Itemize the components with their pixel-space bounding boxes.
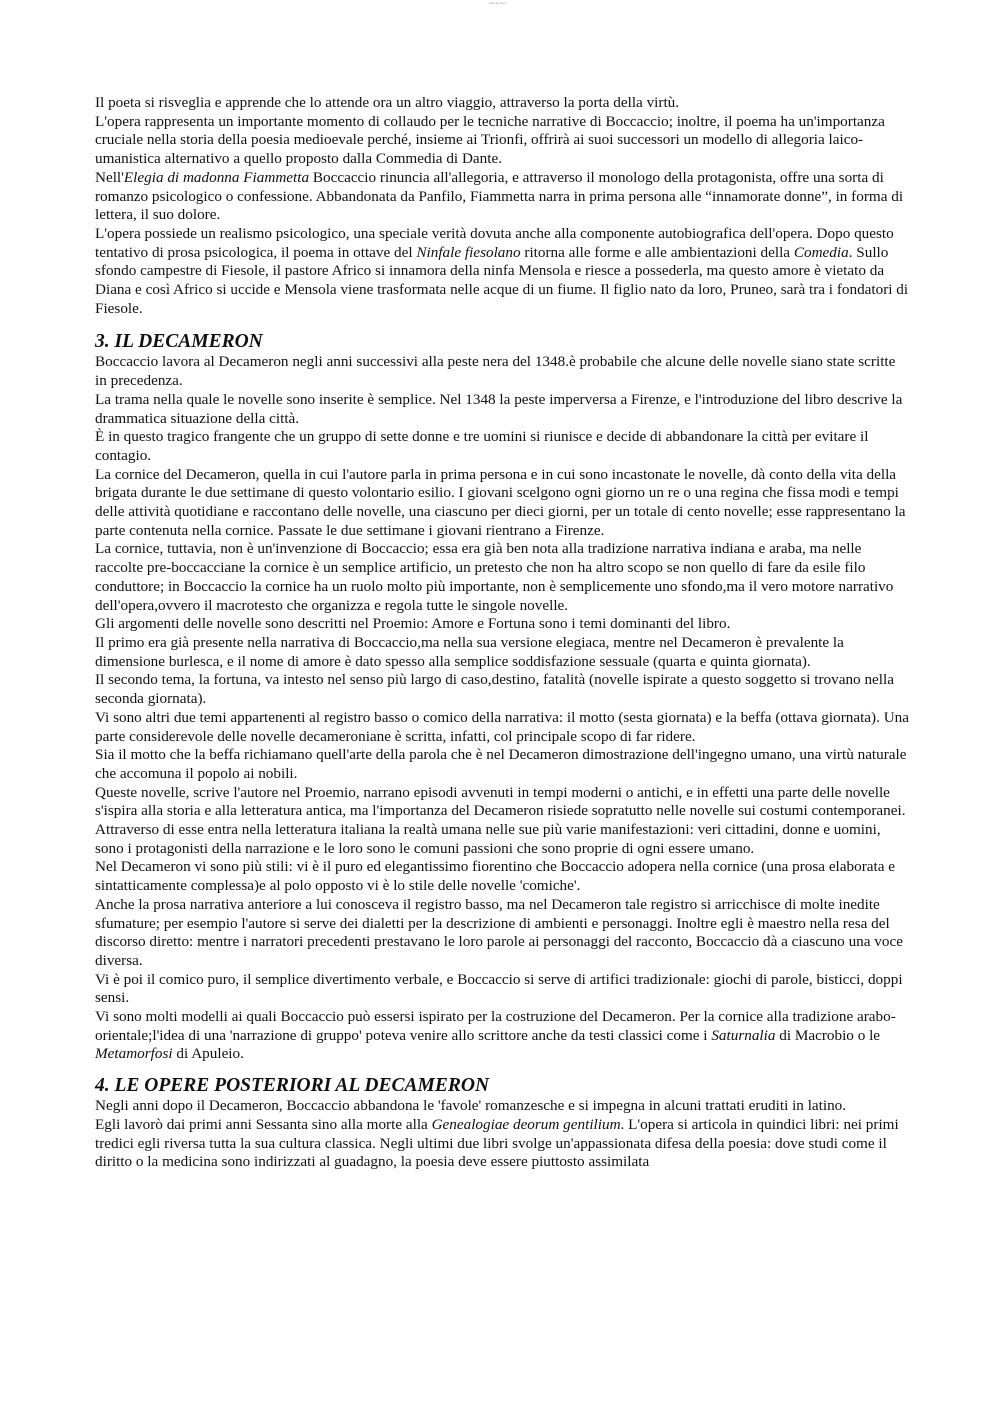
text-run: Il secondo tema, la fortuna, va intesto nel senso più largo di caso,destino, fatalità (novelle ispirate a questo soggetto si trovano nella seconda giornata). <box>95 671 894 708</box>
paragraph <box>95 94 910 113</box>
text-run: Egli lavorò dai primi anni Sessanta sino alla morte alla <box>95 1115 432 1133</box>
paragraph <box>95 169 910 225</box>
paragraph <box>95 428 910 465</box>
paragraph <box>95 671 910 708</box>
document-page <box>95 94 910 1172</box>
italic-title: Ninfale fiesolano <box>416 243 521 261</box>
text-run: Gli argomenti delle novelle sono descritti nel Proemio: Amore e Fortuna sono i temi dominanti del libro. <box>95 615 731 633</box>
paragraph <box>95 971 910 1008</box>
text-run: . L'opera si articola in quindici libri: nei primi tredici egli riversa tutta la sua cultura classica. Negli ultimi due libri svolge un'appassionata difesa della poesia: dove studi come il diritto o la medicina sono indirizzati al guadagno, la poesia deve essere piuttosto assimilata <box>95 1115 899 1171</box>
paragraph <box>95 896 910 971</box>
text-run: L'opera rappresenta un importante momento di collaudo per le tecniche narrative di Boccaccio; inoltre, il poema ha un'importanza cruciale nella storia della poesia medioevale perché, insieme ai Trionfi, offrirà ai suoi successori un modello di allegoria laico-umanistica alternativo a quello proposto dalla Commedia di Dante. <box>95 112 885 168</box>
text-run: La trama nella quale le novelle sono inserite è semplice. Nel 1348 la peste imperversa a Firenze, e l'introduzione del libro descrive la drammatica situazione della città. <box>95 390 903 427</box>
text-run: Boccaccio rinuncia all'allegoria, e attraverso il monologo della protagonista, offre una sorta di romanzo psicologico o confessione. Abbandonata da Panfilo, Fiammetta narra in prima persona alle “innamorate donne”, in forma di lettera, il suo dolore. <box>95 168 904 224</box>
text-run: Sia il motto che la beffa richiamano quell'arte della parola che è nel Decameron dimostrazione dell'ingegno umano, una virtù naturale che accomuna il popolo ai nobili. <box>95 746 907 782</box>
text-run: La cornice, tuttavia, non è un'invenzione di Boccaccio; essa era già ben nota alla tradizione narrativa indiana e araba, ma nelle raccolte pre-boccacciane la cornice è un semplice artificio, un pretesto che non ha altro scopo se non quello di fare da esile filo conduttore; in Boccaccio la cornice ha un ruolo molto più importante, non è semplicemente uno sfondo,ma il vero motore narrativo dell'opera,ovvero il macrotesto che organizza e regola tutte le singole novelle. <box>95 540 894 614</box>
paragraph <box>95 784 910 859</box>
italic-title: Genealogiae deorum gentilium <box>431 1115 621 1133</box>
paragraph <box>95 466 910 541</box>
paragraph <box>95 634 910 671</box>
text-run: Nell' <box>95 168 124 186</box>
paragraph <box>95 225 910 319</box>
paragraph <box>95 113 910 169</box>
paragraph <box>95 1097 910 1116</box>
paragraph <box>95 858 910 895</box>
text-run: ritorna alle forme e alle ambientazioni della <box>520 243 794 261</box>
text-run: Vi sono molti modelli ai quali Boccaccio può essersi ispirato per la costruzione del Decameron. Per la cornice alla tradizione arabo-orientale;l'idea di una 'narrazione di gruppo' poteva venire allo scrittore anche da testi classici come i <box>95 1008 896 1044</box>
text-run: Nel Decameron vi sono più stili: vi è il puro ed elegantissimo fiorentino che Boccaccio adopera nella cornice (una prosa elaborata e sintatticamente complessa)e al polo opposto vi è lo stile delle novelle 'comiche'. <box>95 858 895 895</box>
text-run: di Apuleio. <box>172 1045 244 1063</box>
text-run: L'opera possiede un realismo psicologico, una speciale verità dovuta anche alla componente autobiografica dell'opera. Dopo questo tentativo di prosa psicologica, il poema in ottave del <box>95 224 894 261</box>
text-run: Boccaccio lavora al Decameron negli anni successivi alla peste nera del 1348.è probabile che alcune delle novelle siano state scritte in precedenza. <box>95 353 896 390</box>
italic-title: Metamorfosi <box>95 1045 173 1063</box>
watermark: Scuola Zoom <box>489 1 507 5</box>
paragraph <box>95 1116 910 1172</box>
text-run: Il poeta si risveglia e apprende che lo attende ora un altro viaggio, attraverso la porta della virtù. <box>95 94 680 111</box>
text-run: 3. IL DECAMERON <box>95 331 263 353</box>
text-run: 4. LE OPERE POSTERIORI AL DECAMERON <box>95 1075 490 1097</box>
paragraph <box>95 353 910 390</box>
text-run: Queste novelle, scrive l'autore nel Proemio, narrano episodi avvenuti in tempi moderni o antichi, e in effetti una parte delle novelle s'ispira alla storia e alla letteratura antica, ma l'importanza del Decameron risiede sopratutto nelle novelle sui costumi contemporanei. Attraverso di esse entra nella letteratura italiana la realtà umana nelle sue più varie manifestazioni: veri cittadini, donne e uomini, sono i protagonisti della narrazione e le loro sono le comuni passioni che sono proprie di ogni essere umano. <box>95 783 906 857</box>
text-run: È in questo tragico frangente che un gruppo di sette donne e tre uomini si riunisce e decide di abbandonare la città per evitare il contagio. <box>95 428 869 464</box>
text-run: Il primo era già presente nella narrativa di Boccaccio,ma nella sua versione elegiaca, mentre nel Decameron è prevalente la dimensione burlesca, e il nome di amore è dato spesso alla semplice soddisfazione sessuale (quarta e quinta giornata). <box>95 633 844 670</box>
text-run: Negli anni dopo il Decameron, Boccaccio abbandona le 'favole' romanzesche e si impegna in alcuni trattati eruditi in latino. <box>95 1097 847 1115</box>
section-heading <box>95 331 910 353</box>
italic-title: Saturnalia <box>711 1026 776 1044</box>
text-run: Vi sono altri due temi appartenenti al registro basso o comico della narrativa: il motto (sesta giornata) e la beffa (ottava giornata). Una parte considerevole delle novelle decameroniane è scritta, infatti, col principale scopo di far ridere. <box>95 708 910 745</box>
text-run: di Macrobio o le <box>775 1026 881 1044</box>
text-run: Anche la prosa narrativa anteriore a lui conosceva il registro basso, ma nel Decameron tale registro si arricchisce di molte inedite sfumature; per esempio l'autore si serve dei dialetti per la descrizione di ambienti e personaggi. Inoltre egli è maestro nella resa del discorso diretto: mentre i narratori precedenti prestavano le loro parole ai personaggi del racconto, Boccaccio dà a ciascuno una voce diversa. <box>95 895 903 969</box>
text-run: Vi è poi il comico puro, il semplice divertimento verbale, e Boccaccio si serve di artifici tradizionale: giochi di parole, bisticci, doppi sensi. <box>95 970 903 1007</box>
paragraph <box>95 709 910 746</box>
paragraph <box>95 1008 910 1064</box>
italic-title: Comedia <box>793 243 849 261</box>
paragraph <box>95 540 910 615</box>
text-run: La cornice del Decameron, quella in cui l'autore parla in prima persona e in cui sono incastonate le novelle, dà conto della vita della brigata durante le due settimane di questo volontario esilio. I giovani scelgono ogni giorno un re o una regina che fissa modi e tempi delle attività quotidiane e raccontano delle novelle, una ciascuno per dieci giorni, per un totale di cento novelle; esse rappresentano la parte contenuta nella cornice. Passate le due settimane i giovani rientrano a Firenze. <box>95 465 906 539</box>
paragraph <box>95 391 910 428</box>
italic-title: Elegia di madonna Fiammetta <box>123 168 310 186</box>
paragraph <box>95 615 910 634</box>
paragraph <box>95 746 910 783</box>
text-run: . Sullo sfondo campestre di Fiesole, il pastore Africo si innamora della ninfa Mensola e riesce a possederla, ma questo amore è vietato da Diana e così Africo si uccide e Mensola viene trasformata nelle acque di un fiume. Il figlio nato da loro, Pruneo, sarà tra i fondatori di Fiesole. <box>95 243 909 317</box>
section-heading <box>95 1075 910 1097</box>
